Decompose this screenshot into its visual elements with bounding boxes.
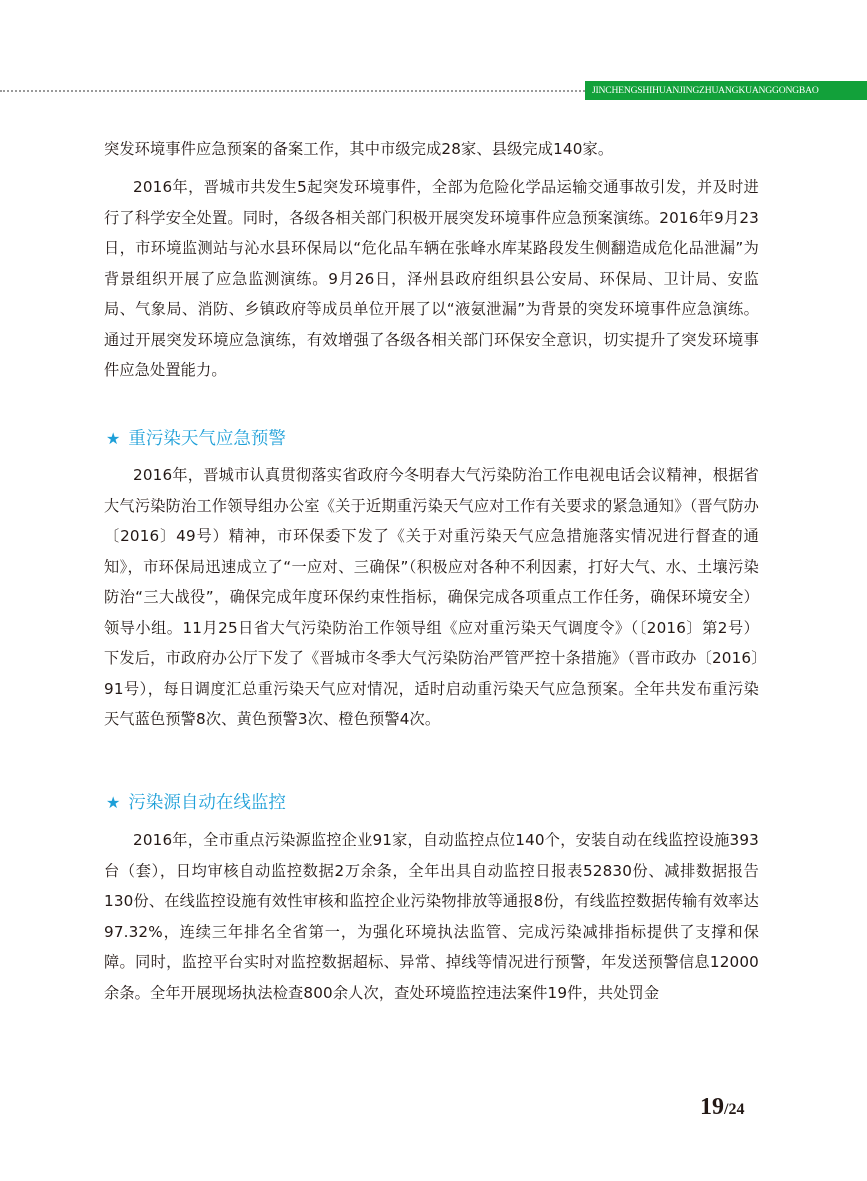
star-icon: ★ (106, 429, 121, 448)
section-heading-label: 重污染天气应急预警 (128, 429, 286, 449)
header-dotted-rule (0, 90, 585, 92)
header-banner-text: JINCHENGSHIHUANJINGZHUANGKUANGGONGBAO (592, 85, 819, 96)
page-number-total: /24 (724, 1101, 745, 1118)
paragraph-heavy-pollution-warning: 2016年，晋城市认真贯彻落实省政府今冬明春大气污染防治工作电视电话会议精神，根据省大气污染防治工作领导组办公室《关于近期重污染天气应对工作有关要求的紧急通知》（晋气防办〔2016〕49号）精神，市环保委下发了《关于对重污染天气应急措施落实情况进行督查的通知》，市环保局迅速成立了“一应对、三确保”（积极应对各种不利因素，打好大气、水、土壤污染防治“三大战役”，确保完成年度环保约束性指标，确保完成各项重点工作任务，确保环境安全）领导小组。11月25日省大气污染防治工作领导组《应对重污染天气调度令》（〔2016〕第2号）下发后，市政府办公厅下发了《晋城市冬季大气污染防治严管严控十条措施》（晋市政办〔2016〕91号），每日调度汇总重污染天气应对情况，适时启动重污染天气应急预案。全年共发布重污染天气蓝色预警8次、黄色预警3次、橙色预警4次。 (104, 466, 759, 728)
section-heading-heavy-pollution-warning (106, 424, 286, 454)
section-heading-label: 污染源自动在线监控 (128, 793, 286, 813)
section-heading-online-monitoring (106, 788, 286, 818)
paragraph-emergency-incidents: 2016年，晋城市共发生5起突发环境事件，全部为危险化学品运输交通事故引发，并及时进行了科学安全处置。同时，各级各相关部门积极开展突发环境事件应急预案演练。2016年9月23日，市环境监测站与沁水县环保局以“危化品车辆在张峰水库某路段发生侧翻造成危化品泄漏”为背景组织开展了应急监测演练。9月26日，泽州县政府组织县公安局、环保局、卫计局、安监局、气象局、消防、乡镇政府等成员单位开展了以“液氨泄漏”为背景的突发环境事件应急演练。通过开展突发环境应急演练，有效增强了各级各相关部门环保安全意识，切实提升了突发环境事件应急处置能力。 (104, 178, 759, 379)
page-number (700, 1092, 744, 1122)
star-icon: ★ (106, 793, 121, 812)
paragraph-online-monitoring: 2016年，全市重点污染源监控企业91家，自动监控点位140个，安装自动在线监控设施393台（套），日均审核自动监控数据2万余条，全年出具自动监控日报表52830份、减排数据报告130份、在线监控设施有效性审核和监控企业污染物排放等通报8份，有线监控数据传输有效率达97.32%，连续三年排名全省第一，为强化环境执法监管、完成污染减排指标提供了支撑和保障。同时，监控平台实时对监控数据超标、异常、掉线等情况进行预警，年发送预警信息12000余条。全年开展现场执法检查800余人次，查处环境监控违法案件19件，共处罚金 (104, 831, 759, 1002)
page-number-current: 19 (700, 1094, 724, 1120)
paragraph-emergency-plan-filing: 突发环境事件应急预案的备案工作，其中市级完成28家、县级完成140家。 (104, 140, 614, 158)
